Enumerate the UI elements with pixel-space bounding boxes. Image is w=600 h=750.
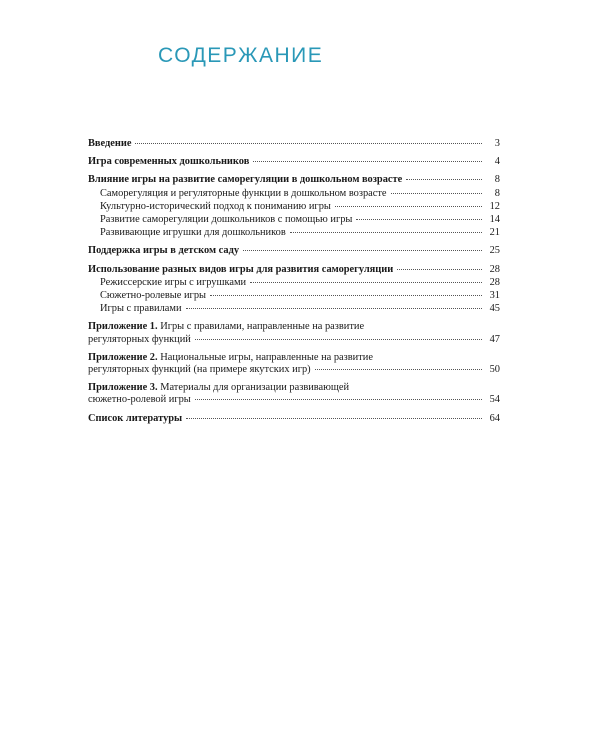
toc-subentry[interactable]: [88, 277, 500, 289]
toc-page-number: 14: [489, 214, 500, 226]
dot-leader: [356, 218, 482, 220]
dot-leader: [243, 249, 482, 251]
dot-leader: [253, 160, 482, 162]
toc-appendix-1[interactable]: [88, 321, 500, 345]
dot-leader: [290, 231, 482, 233]
toc-entry-label: Сюжетно-ролевые игры: [100, 290, 206, 302]
toc-page-number: 25: [489, 245, 500, 257]
toc-page-number: 47: [489, 333, 500, 345]
dot-leader: [406, 178, 482, 180]
dot-leader: [397, 268, 482, 270]
toc-entry-label: Использование разных видов игры для развития саморегуляции: [88, 263, 394, 275]
toc-entry-label: Режиссерские игры с игрушками: [100, 276, 247, 288]
toc-entry-label: Игры с правилами: [100, 303, 182, 315]
toc-page-number: 8: [494, 187, 500, 199]
appendix-title-line1: Национальные игры, направленные на развитие: [160, 351, 373, 363]
toc-page-number: 3: [494, 138, 500, 149]
appendix-title-line2: регуляторных функций: [88, 333, 191, 345]
toc-page-number: 31: [489, 290, 500, 302]
appendix-title-line2: регуляторных функций (на примере якутских игр): [88, 364, 311, 376]
appendix-prefix: Приложение 1.: [88, 321, 158, 333]
toc-page-number: 8: [494, 174, 500, 186]
toc-page-number: 21: [489, 227, 500, 239]
toc-appendix-2[interactable]: [88, 352, 500, 376]
toc-entry-label: Развивающие игрушки для дошкольников: [100, 227, 286, 239]
toc-entry-play-influence[interactable]: [88, 174, 500, 186]
toc-page-number: 64: [489, 412, 500, 424]
dot-leader: [210, 294, 482, 296]
toc-entry-label: Развитие саморегуляции дошкольников с помощью игры: [100, 214, 353, 226]
appendix-title-line2: сюжетно-ролевой игры: [88, 394, 191, 406]
toc-subentry[interactable]: [88, 290, 500, 302]
appendix-prefix: Приложение 2.: [88, 351, 158, 363]
appendix-prefix: Приложение 3.: [88, 382, 158, 394]
dot-leader: [250, 281, 482, 283]
toc-subentry[interactable]: [88, 227, 500, 239]
toc-entry-label: Список литературы: [88, 412, 183, 424]
dot-leader: [186, 417, 482, 419]
dot-leader: [135, 142, 482, 144]
dot-leader: [335, 205, 482, 207]
dot-leader: [186, 307, 482, 309]
toc-entry-label: Поддержка игры в детском саду: [88, 245, 240, 257]
toc-subentry[interactable]: [88, 201, 500, 213]
page-title: СОДЕРЖАНИЕ: [158, 44, 324, 67]
toc-entry-label: Игра современных дошкольников: [88, 156, 250, 168]
toc-entry-modern-play[interactable]: [88, 156, 500, 168]
toc-entry-bibliography[interactable]: [88, 413, 500, 425]
dot-leader: [315, 368, 482, 370]
table-of-contents: [88, 138, 500, 425]
toc-entry-label: Влияние игры на развитие саморегуляции в дошкольном возрасте: [88, 174, 403, 186]
appendix-title-line1: Материалы для организации развивающей: [160, 382, 350, 394]
toc-entry-kindergarten-support[interactable]: [88, 245, 500, 257]
toc-appendix-3[interactable]: [88, 382, 500, 406]
toc-page-number: 54: [489, 394, 500, 406]
toc-entry-label: Введение: [88, 138, 132, 149]
appendix-title-line1: Игры с правилами, направленные на развитие: [160, 321, 365, 333]
toc-subentry[interactable]: [88, 303, 500, 315]
toc-page-number: 28: [489, 263, 500, 275]
toc-page-number: 45: [489, 303, 500, 315]
toc-subentry[interactable]: [88, 214, 500, 226]
toc-page-number: 28: [489, 276, 500, 288]
toc-entry-label: Саморегуляция и регуляторные функции в дошкольном возрасте: [100, 187, 387, 199]
toc-entry-introduction[interactable]: [88, 138, 500, 150]
toc-page-number: 50: [489, 364, 500, 376]
dot-leader: [195, 338, 482, 340]
toc-subentry[interactable]: [88, 188, 500, 200]
toc-page-number: 4: [494, 156, 500, 168]
dot-leader: [195, 398, 482, 400]
dot-leader: [391, 192, 482, 194]
toc-page-number: 12: [489, 200, 500, 212]
toc-entry-play-types[interactable]: [88, 264, 500, 276]
toc-entry-label: Культурно-исторический подход к пониманию игры: [100, 200, 331, 212]
